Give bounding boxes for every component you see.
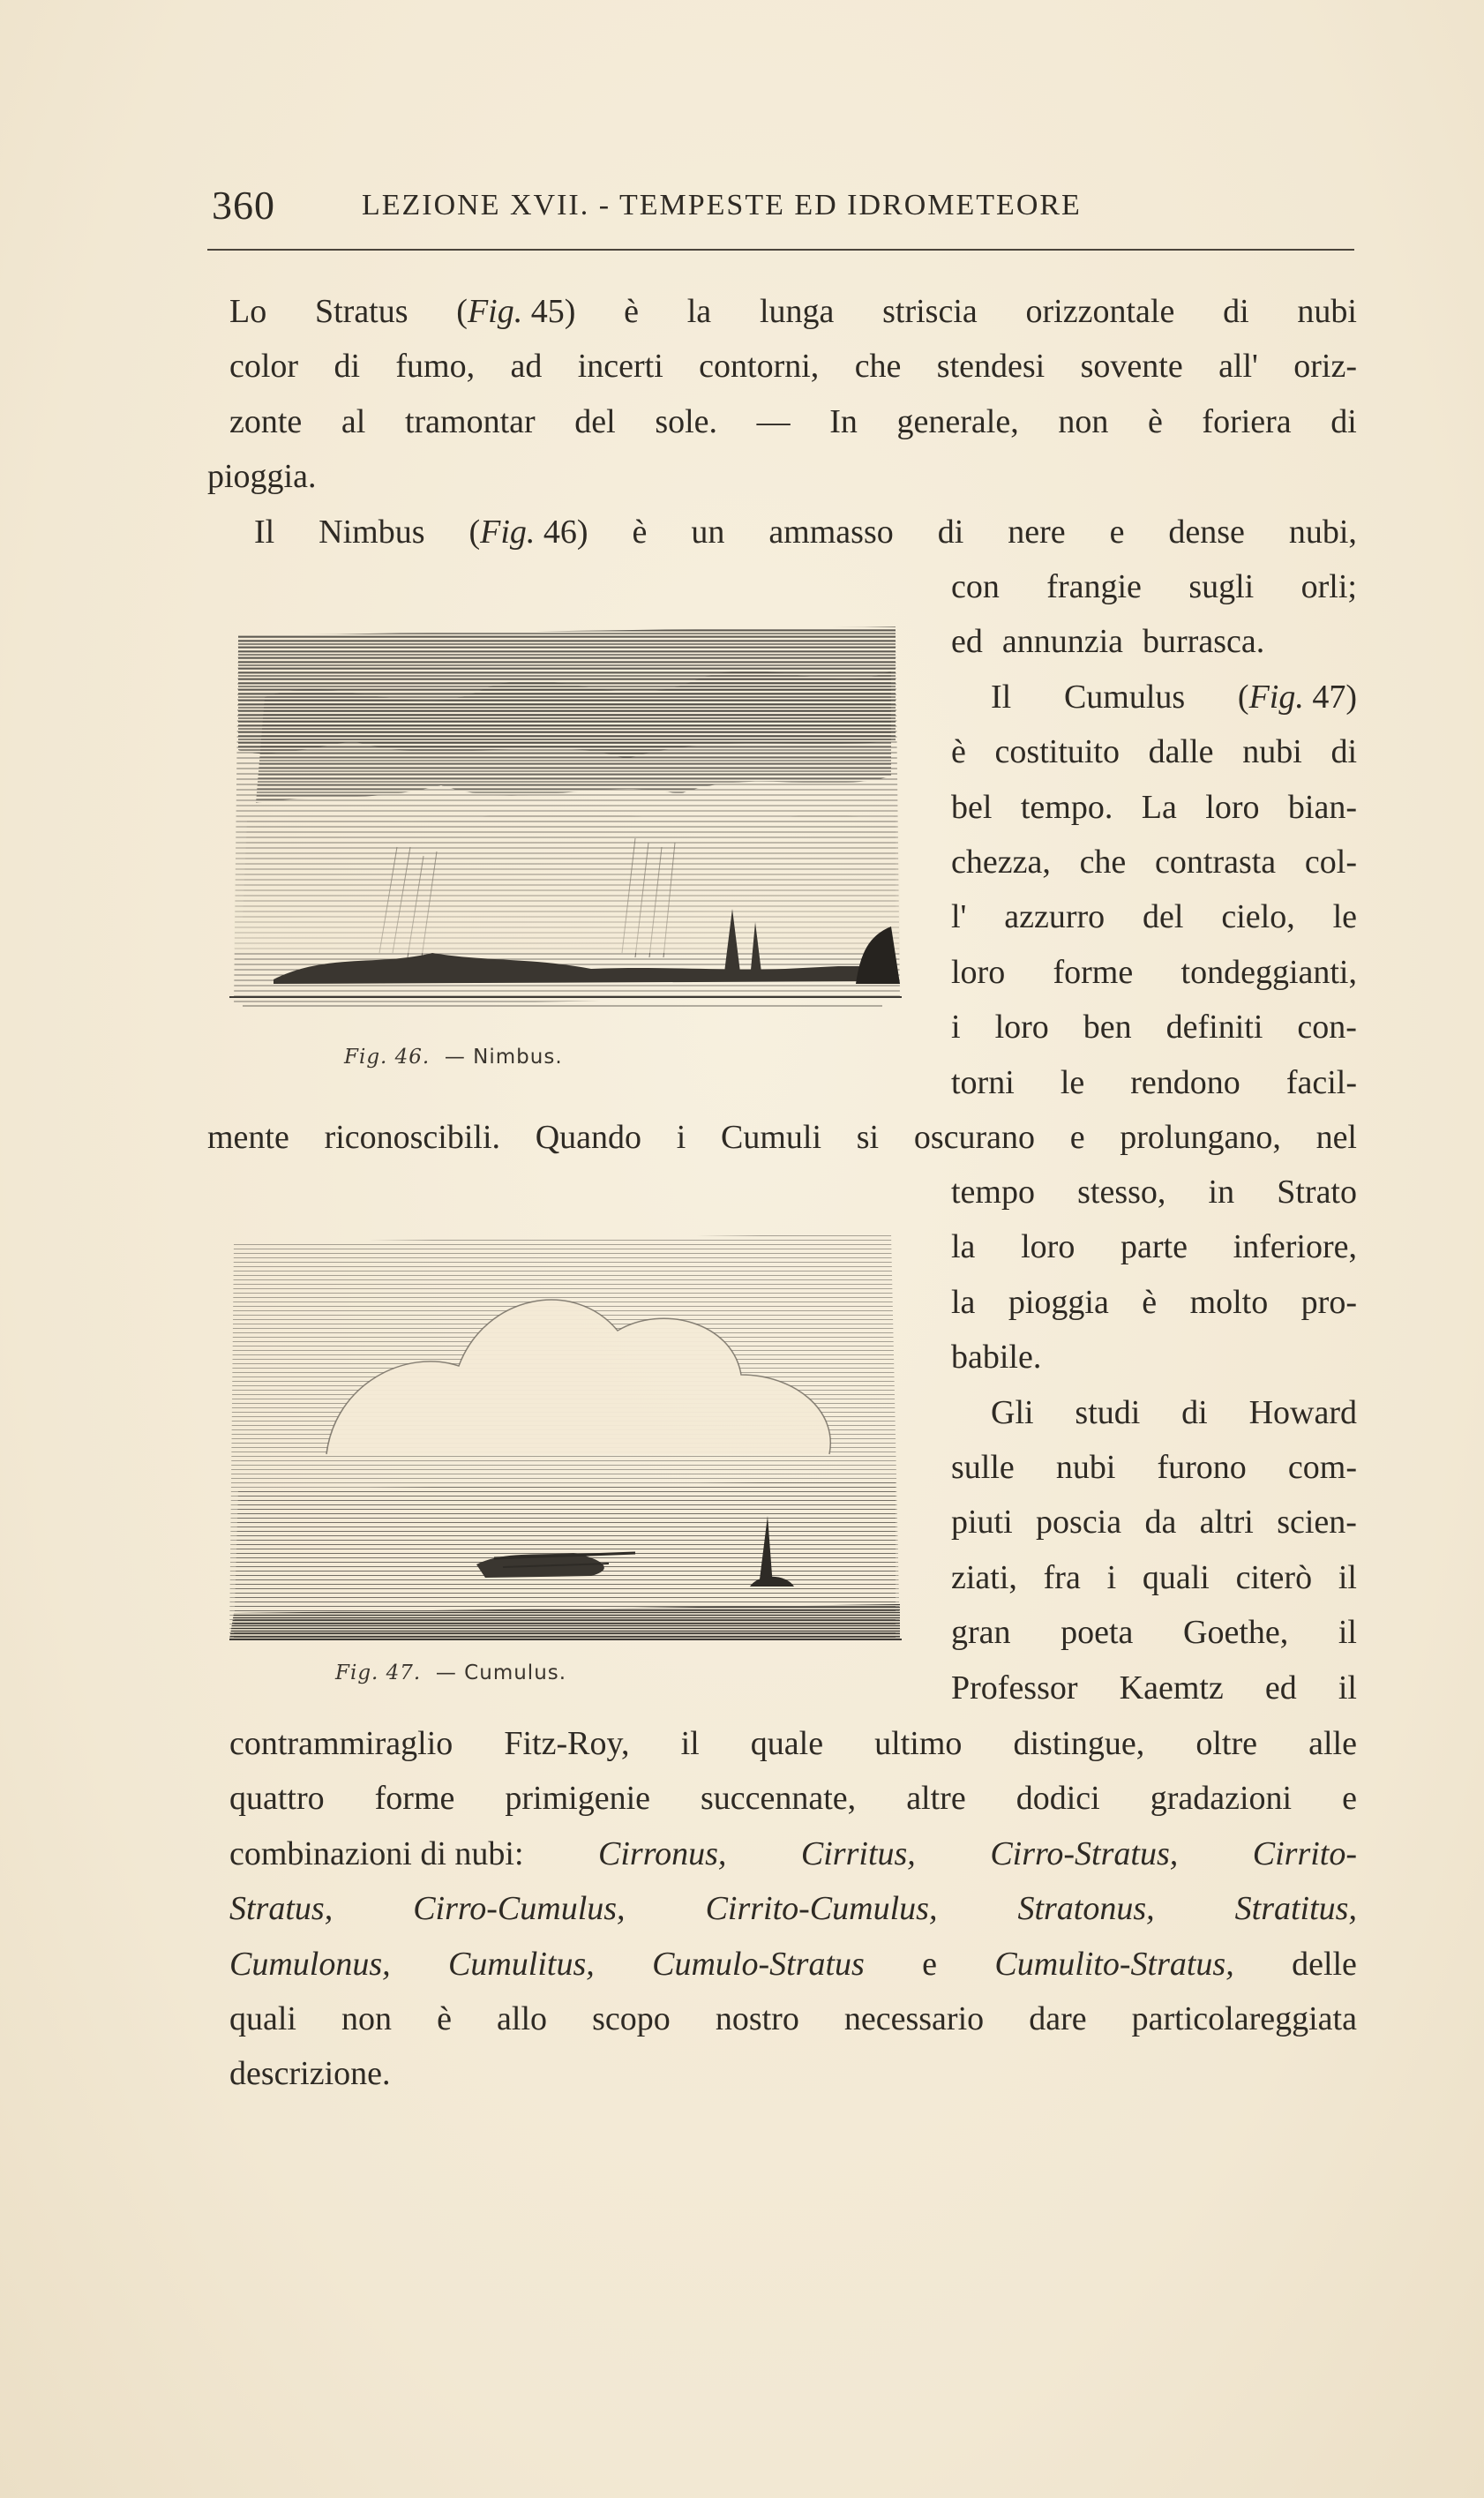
word: ben xyxy=(1083,1009,1132,1046)
word: la xyxy=(686,293,712,330)
word: forme xyxy=(1053,953,1134,991)
text-line xyxy=(229,1771,1357,1826)
word: le xyxy=(1060,1063,1085,1101)
word: ziati, xyxy=(951,1558,1017,1596)
word: si xyxy=(856,1119,880,1156)
word: distingue, xyxy=(1013,1725,1145,1762)
figure-47-cumulus xyxy=(221,1225,909,1701)
word: Strato xyxy=(1277,1174,1357,1211)
text-line xyxy=(991,1385,1357,1440)
word: tondeggianti, xyxy=(1180,953,1357,991)
word: e xyxy=(922,1945,938,1983)
word: i xyxy=(951,1009,961,1046)
text-line xyxy=(951,1219,1357,1274)
word: ed xyxy=(951,623,983,661)
word: bian- xyxy=(1287,788,1357,826)
full-width-line xyxy=(207,1110,1357,1165)
word: orli; xyxy=(1300,568,1357,605)
text-line: babile. xyxy=(951,1339,1042,1377)
text-line xyxy=(951,614,1357,669)
word: oltre xyxy=(1195,1725,1258,1762)
word: di xyxy=(1330,402,1357,440)
word: Stratitus, xyxy=(1234,1890,1357,1928)
word: Quando xyxy=(535,1119,642,1156)
word: il xyxy=(1338,1669,1357,1707)
word: ultimo xyxy=(874,1725,963,1762)
word: Howard xyxy=(1248,1393,1357,1431)
word: le xyxy=(1332,898,1357,936)
figure-46-nimbus xyxy=(221,618,909,1076)
word: scien- xyxy=(1277,1504,1357,1542)
word: non xyxy=(1058,402,1109,440)
text-line xyxy=(229,1992,1357,2046)
paragraph-stratus xyxy=(207,284,1357,505)
word: in xyxy=(1208,1174,1235,1211)
text-line xyxy=(229,284,1357,339)
word: e xyxy=(1069,1119,1085,1156)
word: nostro xyxy=(715,1999,799,2037)
word: i xyxy=(1106,1558,1117,1596)
word: di xyxy=(1330,733,1357,771)
word: loro xyxy=(994,1009,1049,1046)
word: sugli xyxy=(1188,568,1255,605)
word: nubi xyxy=(1055,1448,1116,1486)
text-line xyxy=(951,1440,1357,1495)
word: del xyxy=(574,402,616,440)
word: che xyxy=(854,348,902,386)
word: nubi xyxy=(1242,733,1302,771)
word: foriera xyxy=(1202,402,1292,440)
word: Il xyxy=(254,514,275,551)
word: Cumulus xyxy=(1063,678,1186,716)
word: annunzia xyxy=(1001,623,1124,661)
text-line xyxy=(951,1495,1357,1549)
word: tempo xyxy=(951,1174,1035,1211)
word: al xyxy=(341,402,366,440)
word: quale xyxy=(750,1725,824,1762)
word: altri xyxy=(1199,1504,1254,1542)
word: orizzontale xyxy=(1025,293,1175,330)
word: striscia xyxy=(882,293,978,330)
word: poeta xyxy=(1061,1614,1134,1652)
word: col- xyxy=(1304,843,1357,881)
text-line xyxy=(207,1110,1357,1165)
word: quattro xyxy=(229,1780,325,1818)
word: con xyxy=(951,568,1000,605)
word: dalle xyxy=(1148,733,1214,771)
word: Cirrito- xyxy=(1252,1834,1357,1872)
word: succennate, xyxy=(701,1780,857,1818)
right-column-upper xyxy=(951,559,1357,1110)
word: generale, xyxy=(896,402,1019,440)
text-line xyxy=(951,1000,1357,1054)
text-line xyxy=(951,945,1357,1000)
word: piuti xyxy=(951,1504,1013,1542)
word: burrasca. xyxy=(1143,623,1265,661)
word: Stratus, xyxy=(229,1890,334,1928)
word: Cirronus, xyxy=(598,1834,727,1872)
word: è xyxy=(632,514,648,551)
word: necessario xyxy=(843,1999,985,2037)
word: zonte xyxy=(229,402,303,440)
cumulus-engraving xyxy=(221,1225,909,1648)
word: ed xyxy=(1264,1669,1297,1707)
paragraph-howard-end xyxy=(229,1716,1357,2102)
word: oriz- xyxy=(1293,348,1357,386)
word: Fitz-Roy, xyxy=(504,1725,630,1762)
word: delle xyxy=(1292,1945,1357,1983)
word: ammasso xyxy=(768,514,894,551)
word: all' xyxy=(1218,348,1258,386)
text-line xyxy=(951,889,1357,944)
word: nubi, xyxy=(1288,514,1357,551)
word: è xyxy=(951,733,966,771)
word: poscia xyxy=(1036,1504,1122,1542)
word: loro xyxy=(1021,1228,1076,1266)
text-line xyxy=(951,780,1357,835)
word: dodici xyxy=(1016,1780,1100,1818)
word: In xyxy=(829,402,858,440)
word: — xyxy=(756,402,791,440)
word: sovente xyxy=(1080,348,1183,386)
nimbus-engraving xyxy=(221,618,909,1032)
word: dare xyxy=(1029,1999,1087,2037)
word: combinazioni di nubi: xyxy=(229,1834,524,1872)
text-line xyxy=(951,1055,1357,1110)
text-line: pioggia. xyxy=(207,458,317,496)
word: sole. xyxy=(655,402,718,440)
word: inferiore, xyxy=(1233,1228,1357,1266)
word: Stratus xyxy=(314,293,408,330)
figure-47-caption: Fig. 47. — Cumulus. xyxy=(335,1662,567,1684)
word: Cirritus, xyxy=(800,1834,916,1872)
text-line xyxy=(991,670,1357,724)
word: tempo. xyxy=(1020,788,1113,826)
word: mente xyxy=(207,1119,289,1156)
word: loro xyxy=(951,953,1006,991)
word: gradazioni xyxy=(1150,1780,1293,1818)
word: (Fig. 45) xyxy=(456,293,576,330)
page-header xyxy=(212,182,1359,235)
word: del xyxy=(1143,898,1184,936)
text-line xyxy=(951,1275,1357,1330)
word: allo xyxy=(497,1999,548,2037)
running-head: LEZIONE XVII. - TEMPESTE ED IDROMETEORE xyxy=(362,189,1082,221)
word: la xyxy=(951,1283,976,1321)
text-line xyxy=(951,559,1357,614)
header-rule xyxy=(207,249,1354,251)
word: quali xyxy=(229,1999,296,2037)
word: torni xyxy=(951,1063,1015,1101)
word: prolungano, xyxy=(1120,1119,1281,1156)
word: studi xyxy=(1075,1393,1141,1431)
word: citerò xyxy=(1235,1558,1313,1596)
text-line xyxy=(229,1881,1357,1936)
text-line xyxy=(229,1827,1357,1881)
word: Cumulo-Stratus xyxy=(652,1945,865,1983)
word: costituito xyxy=(994,733,1120,771)
word: (Fig. 46) xyxy=(468,514,588,551)
text-line xyxy=(951,1661,1357,1715)
word: di xyxy=(1223,293,1249,330)
word: Cumuli xyxy=(721,1119,822,1156)
word: oscurano xyxy=(913,1119,1035,1156)
word: e xyxy=(1342,1780,1357,1818)
right-column-lower xyxy=(951,1165,1357,1715)
text-line xyxy=(951,1605,1357,1660)
word: particolareggiata xyxy=(1131,1999,1357,2037)
word: loro xyxy=(1205,788,1260,826)
word: alle xyxy=(1308,1725,1357,1762)
figure-46-caption: Fig. 46. — Nimbus. xyxy=(344,1046,563,1069)
word: incerti xyxy=(577,348,663,386)
word: con- xyxy=(1297,1009,1357,1046)
word: Kaemtz xyxy=(1119,1669,1224,1707)
word: gran xyxy=(951,1614,1011,1652)
word: il xyxy=(1338,1558,1357,1596)
word: com- xyxy=(1287,1448,1357,1486)
word: da xyxy=(1144,1504,1177,1542)
word: riconoscibili. xyxy=(324,1119,501,1156)
text-line xyxy=(951,724,1357,779)
word: forme xyxy=(374,1780,455,1818)
text-line xyxy=(951,1165,1357,1219)
word: è xyxy=(1142,1283,1158,1321)
word: di xyxy=(1181,1393,1208,1431)
paragraph-nimbus-first-line xyxy=(254,505,1357,559)
word: facil- xyxy=(1285,1063,1357,1101)
word: contrasta xyxy=(1155,843,1277,881)
word: frangie xyxy=(1046,568,1142,605)
word: scopo xyxy=(592,1999,671,2037)
word: Stratonus, xyxy=(1017,1890,1155,1928)
word: che xyxy=(1079,843,1127,881)
word: Professor xyxy=(951,1669,1078,1707)
text-line xyxy=(254,505,1357,559)
word: fra xyxy=(1043,1558,1081,1596)
word: azzurro xyxy=(1004,898,1106,936)
word: Nimbus xyxy=(319,514,425,551)
word: la xyxy=(951,1228,976,1266)
word: è xyxy=(624,293,639,330)
word: Goethe, xyxy=(1183,1614,1289,1652)
word: Cumulito-Stratus, xyxy=(994,1945,1234,1983)
word: parte xyxy=(1120,1228,1188,1266)
word: Cumulonus, xyxy=(229,1945,391,1983)
text-line xyxy=(951,835,1357,889)
text-line xyxy=(229,1716,1357,1771)
word: altre xyxy=(906,1780,966,1818)
word: Cirro-Cumulus, xyxy=(413,1890,626,1928)
word: stesso, xyxy=(1077,1174,1166,1211)
word: furono xyxy=(1157,1448,1247,1486)
word: primigenie xyxy=(505,1780,650,1818)
word: di xyxy=(937,514,964,551)
word: La xyxy=(1141,788,1177,826)
word: (Fig. 47) xyxy=(1237,678,1357,716)
word: Cirrito-Cumulus, xyxy=(705,1890,938,1928)
word: stendesi xyxy=(936,348,1046,386)
text-line xyxy=(229,1937,1357,1992)
word: definiti xyxy=(1165,1009,1263,1046)
page-number: 360 xyxy=(212,183,275,228)
word: Lo xyxy=(229,293,267,330)
word: cielo, xyxy=(1221,898,1295,936)
word: ad xyxy=(510,348,543,386)
word: sulle xyxy=(951,1448,1015,1486)
word: non xyxy=(341,1999,393,2037)
word: bel xyxy=(951,788,993,826)
word: Cirro-Stratus, xyxy=(990,1834,1179,1872)
word: dense xyxy=(1168,514,1245,551)
word: i xyxy=(676,1119,686,1156)
word: e xyxy=(1109,514,1125,551)
word: di xyxy=(334,348,361,386)
word: lunga xyxy=(759,293,835,330)
word: contrammiraglio xyxy=(229,1725,453,1762)
word: Gli xyxy=(991,1393,1034,1431)
word: Cumulitus, xyxy=(448,1945,595,1983)
text-line xyxy=(951,1550,1357,1605)
word: nel xyxy=(1315,1119,1357,1156)
text-line: descrizione. xyxy=(229,2055,391,2093)
word: molto xyxy=(1189,1283,1269,1321)
word: è xyxy=(437,1999,452,2037)
word: rendono xyxy=(1130,1063,1240,1101)
word: nere xyxy=(1008,514,1066,551)
word: chezza, xyxy=(951,843,1051,881)
word: l' xyxy=(951,898,967,936)
word: il xyxy=(1338,1614,1357,1652)
word: contorni, xyxy=(699,348,820,386)
word: nubi xyxy=(1297,293,1357,330)
word: Il xyxy=(991,678,1012,716)
word: è xyxy=(1147,402,1163,440)
text-line xyxy=(229,339,1357,394)
word: pioggia xyxy=(1008,1283,1109,1321)
word: un xyxy=(691,514,725,551)
word: color xyxy=(229,348,299,386)
text-line xyxy=(229,394,1357,449)
word: quali xyxy=(1142,1558,1210,1596)
word: il xyxy=(680,1725,700,1762)
word: pro- xyxy=(1300,1283,1357,1321)
word: tramontar xyxy=(404,402,536,440)
word: fumo, xyxy=(395,348,476,386)
